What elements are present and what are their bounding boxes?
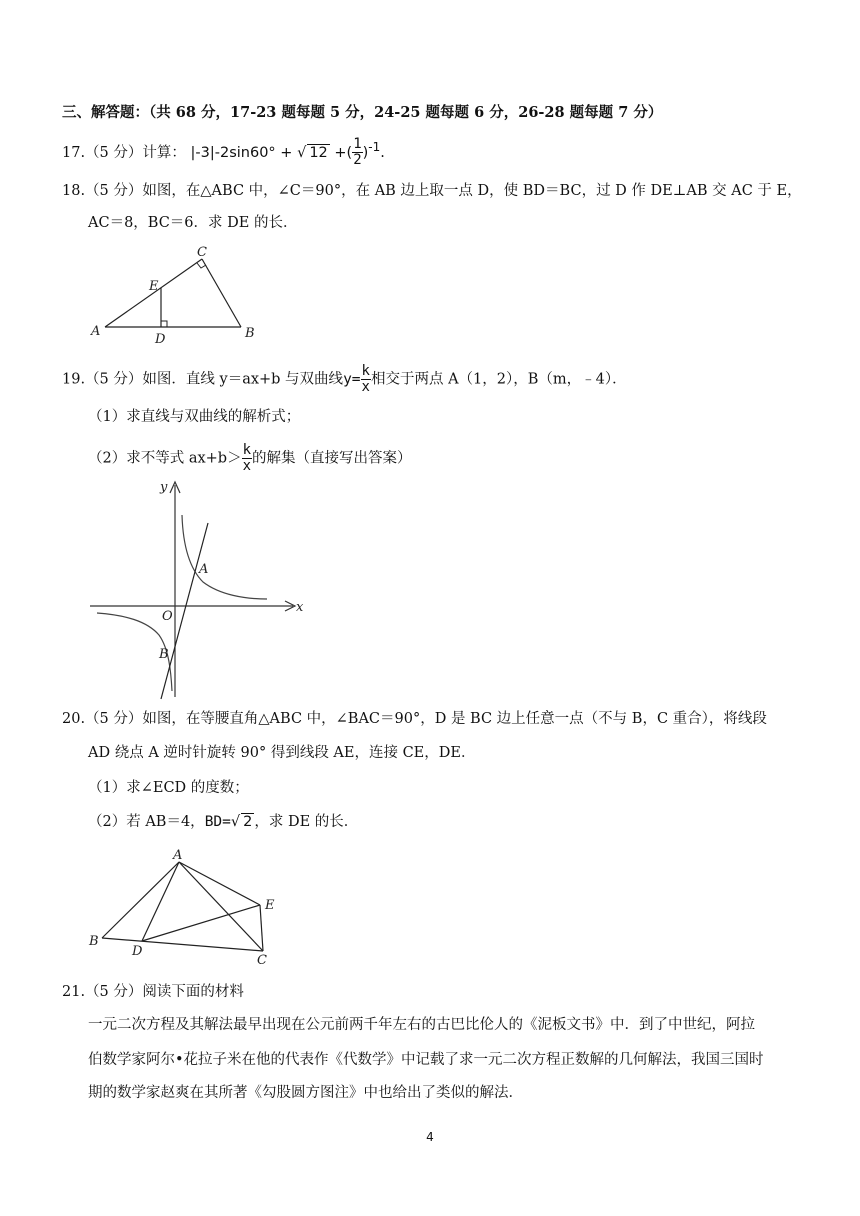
q19-label-O: O xyxy=(162,609,173,624)
q21-para3: 期的数学家赵爽在其所著《勾股圆方图注》中也给出了类似的解法． xyxy=(88,1085,523,1101)
q18-label-C: C xyxy=(197,245,207,260)
q18-line2: AC＝8，BC＝6．求 DE 的长． xyxy=(88,215,298,231)
q19-hyperbola-fraction: $\frac{k}{x}$ xyxy=(361,363,370,395)
section-title: 三、解答题：（共 68 分，17-23 题每题 5 分，24-25 题每题 6 分，26-28 题每题 7 分） xyxy=(62,104,663,121)
q17-paren-open: +( xyxy=(334,144,353,161)
q20-segment-AE xyxy=(179,862,260,905)
q17-abs-expr: |-3|-2sin60° xyxy=(190,144,276,161)
q20-segment-AB xyxy=(102,862,179,938)
q20-label-C: C xyxy=(257,953,267,968)
question-17: 17.（5 分）计算： |-3|-2sin60° + √ 12 +( $\frac{1}{2}$ )$^{-1}$. xyxy=(62,136,385,169)
q19-label-A: A xyxy=(199,562,209,577)
q19-label-B: B xyxy=(159,647,169,662)
q17-plus: + xyxy=(280,144,293,161)
q19-line1: 19.（5 分）如图．直线 y＝ax+b 与双曲线y= $\frac{k}{x}$ 相交于两点 A（1，2），B（m，﹣4）． xyxy=(62,363,627,395)
q20-segment-AC xyxy=(179,862,263,951)
q18-triangle-figure xyxy=(85,245,265,350)
q20-label-D: D xyxy=(132,944,143,959)
q20-segment-BC xyxy=(102,938,263,951)
q20-label-A: A xyxy=(173,848,183,863)
q19-sub1: （1）求直线与双曲线的解析式； xyxy=(88,409,301,425)
q20-segment-DE xyxy=(142,905,260,941)
q18-label-B: B xyxy=(245,326,255,341)
q19-graph-figure xyxy=(85,477,315,702)
q18-line1: 18.（5 分）如图，在△ABC 中，∠C＝90°，在 AB 边上取一点 D，使 BD＝BC，过 D 作 DE⊥AB 交 AC 于 E， xyxy=(62,183,802,199)
q20-triangle-figure xyxy=(85,843,285,968)
q20-label-B: B xyxy=(89,934,99,949)
q17-paren-close: ) xyxy=(362,144,369,161)
q17-prefix: 17.（5 分）计算： xyxy=(62,144,186,161)
q19-label-y: y xyxy=(160,480,168,495)
q19-hyperbola-branch-1 xyxy=(182,515,267,599)
q20-segment-CE xyxy=(260,905,263,951)
q18-segment-CB xyxy=(202,259,241,327)
q20-sub1: （1）求∠ECD 的度数； xyxy=(88,780,249,796)
q19-sub2: （2）求不等式 ax+b＞ $\frac{k}{x}$ 的解集（直接写出答案） xyxy=(88,442,412,474)
q19-label-x: x xyxy=(296,600,304,615)
q21-para1: 一元二次方程及其解法最早出现在公元前两千年左右的古巴比伦人的《泥板文书》中．到了中世纪，阿拉 xyxy=(88,1017,755,1033)
q20-line1: 20.（5 分）如图，在等腰直角△ABC 中，∠BAC＝90°，D 是 BC 边上任意一点（不与 B，C 重合），将线段 xyxy=(62,711,767,727)
q20-line2: AD 绕点 A 逆时针旋转 90° 得到线段 AE，连接 CE，DE． xyxy=(88,745,476,761)
q18-label-A: A xyxy=(91,324,101,339)
page-number: 4 xyxy=(426,1130,434,1144)
q18-label-E: E xyxy=(149,279,159,294)
q17-power: -1 xyxy=(368,140,381,154)
q17-fraction: $\frac{1}{2}$ xyxy=(353,136,362,169)
q17-sqrt: 12 xyxy=(309,144,328,161)
q20-segment-AD xyxy=(142,862,179,941)
q18-label-D: D xyxy=(155,332,166,347)
q18-right-angle-D xyxy=(161,321,167,327)
q20-label-E: E xyxy=(265,898,275,913)
q21-line1: 21.（5 分）阅读下面的材料 xyxy=(62,984,244,1000)
q21-para2: 伯数学家阿尔•花拉子米在他的代表作《代数学》中记载了求一元二次方程正数解的几何解法，我国三国时 xyxy=(88,1052,764,1068)
q20-sub2: （2）若 AB＝4，BD=√ 2 ，求 DE 的长． xyxy=(88,814,359,830)
